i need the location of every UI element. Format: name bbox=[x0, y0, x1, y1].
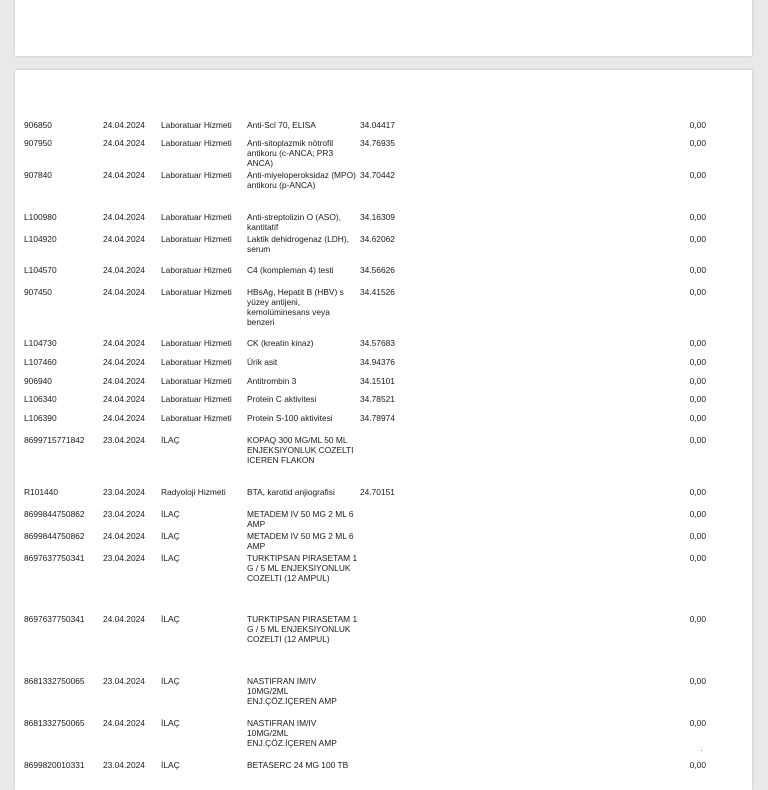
row-type: İLAÇ bbox=[161, 676, 180, 686]
row-type: İLAÇ bbox=[161, 531, 180, 541]
row-description: KOPAQ 300 MG/ML 50 ML ENJEKSIYONLUK COZELTI ICEREN FLAKON bbox=[247, 435, 356, 465]
row-description: Ürik asit bbox=[247, 357, 278, 367]
row-type: Laboratuar Hizmeti bbox=[161, 357, 232, 367]
row-code: 8699715771842 bbox=[24, 435, 85, 445]
row-type: İLAÇ bbox=[161, 553, 180, 563]
row-type: Laboratuar Hizmeti bbox=[161, 120, 232, 130]
row-date: 24.04.2024 bbox=[103, 614, 145, 624]
row-type: Laboratuar Hizmeti bbox=[161, 234, 232, 244]
row-code: L106340 bbox=[24, 394, 57, 404]
row-description: METADEM IV 50 MG 2 ML 6 AMP bbox=[247, 531, 356, 551]
row-date: 23.04.2024 bbox=[103, 676, 145, 686]
row-code: 907840 bbox=[24, 170, 52, 180]
row-code: 907950 bbox=[24, 138, 52, 148]
row-code: 8699844750862 bbox=[24, 531, 85, 541]
row-description: NASTIFRAN IM/IV 10MG/2ML ENJ.ÇÖZ.İÇEREN AMP bbox=[247, 718, 337, 748]
row-code: 8681332750065 bbox=[24, 676, 85, 686]
row-description: BETASERC 24 MG 100 TB bbox=[247, 760, 349, 770]
row-amount: 0,00 bbox=[689, 435, 706, 445]
row-type: İLAÇ bbox=[161, 509, 180, 519]
row-date: 24.04.2024 bbox=[103, 287, 145, 297]
row-type: Laboratuar Hizmeti bbox=[161, 413, 232, 423]
row-date: 24.04.2024 bbox=[103, 212, 145, 222]
row-code: 906850 bbox=[24, 120, 52, 130]
row-description: C4 (kompleman 4) testi bbox=[247, 265, 334, 275]
row-code: L104920 bbox=[24, 234, 57, 244]
row-amount: 0,00 bbox=[689, 170, 706, 180]
row-amount: 0,00 bbox=[689, 509, 706, 519]
row-type: Laboratuar Hizmeti bbox=[161, 170, 232, 180]
row-date: 23.04.2024 bbox=[103, 509, 145, 519]
row-sut-code: 34.78974 bbox=[360, 413, 395, 423]
row-date: 23.04.2024 bbox=[103, 435, 145, 445]
row-description: METADEM IV 50 MG 2 ML 6 AMP bbox=[247, 509, 356, 529]
row-date: 23.04.2024 bbox=[103, 553, 145, 563]
row-description: HBsAg, Hepatit B (HBV) s yüzey antijeni, kemolüminesans veya benzeri bbox=[247, 287, 347, 327]
row-code: 907450 bbox=[24, 287, 52, 297]
row-type: İLAÇ bbox=[161, 718, 180, 728]
row-amount: 0,00 bbox=[689, 265, 706, 275]
row-amount: 0,00 bbox=[689, 376, 706, 386]
row-code: L100980 bbox=[24, 212, 57, 222]
row-type: Laboratuar Hizmeti bbox=[161, 138, 232, 148]
row-description: Protein C aktivitesi bbox=[247, 394, 317, 404]
row-date: 24.04.2024 bbox=[103, 265, 145, 275]
row-sut-code: 34.76935 bbox=[360, 138, 395, 148]
row-amount: 0,00 bbox=[689, 413, 706, 423]
row-type: Laboratuar Hizmeti bbox=[161, 338, 232, 348]
row-amount: 0,00 bbox=[689, 553, 706, 563]
row-type: İLAÇ bbox=[161, 614, 180, 624]
row-code: L104730 bbox=[24, 338, 57, 348]
row-description: BTA, karotid anjiografisi bbox=[247, 487, 335, 497]
row-description: CK (kreatin kinaz) bbox=[247, 338, 314, 348]
row-description: TURKTIPSAN PIRASETAM 1 G / 5 ML ENJEKSIYONLUK COZELTI (12 AMPUL) bbox=[247, 553, 360, 583]
row-code: 8699820010331 bbox=[24, 760, 85, 770]
row-sut-code: 34.56626 bbox=[360, 265, 395, 275]
row-type: Laboratuar Hizmeti bbox=[161, 212, 232, 222]
row-type: İLAÇ bbox=[161, 435, 180, 445]
row-sut-code: 34.70442 bbox=[360, 170, 395, 180]
row-date: 24.04.2024 bbox=[103, 138, 145, 148]
row-date: 23.04.2024 bbox=[103, 487, 145, 497]
row-code: 8699844750862 bbox=[24, 509, 85, 519]
row-code: R101440 bbox=[24, 487, 58, 497]
row-code: L107460 bbox=[24, 357, 57, 367]
row-code: 906940 bbox=[24, 376, 52, 386]
row-amount: 0,00 bbox=[689, 120, 706, 130]
row-code: L104570 bbox=[24, 265, 57, 275]
row-code: 8697637750341 bbox=[24, 553, 85, 563]
row-amount: 0,00 bbox=[689, 338, 706, 348]
row-description: Antitrombin 3 bbox=[247, 376, 297, 386]
row-date: 24.04.2024 bbox=[103, 394, 145, 404]
row-sut-code: 34.94376 bbox=[360, 357, 395, 367]
row-sut-code: 34.57683 bbox=[360, 338, 395, 348]
row-code: 8681332750065 bbox=[24, 718, 85, 728]
row-description: Anti-sitoplazmik nötrofil antikoru (c-ANCA; PR3 ANCA) bbox=[247, 138, 336, 168]
row-amount: 0,00 bbox=[689, 676, 706, 686]
row-amount: 0,00 bbox=[689, 138, 706, 148]
row-type: Laboratuar Hizmeti bbox=[161, 287, 232, 297]
row-description: Anti-streptolizin O (ASO), kantitatif bbox=[247, 212, 344, 232]
row-code: L106390 bbox=[24, 413, 57, 423]
row-sut-code: 34.16309 bbox=[360, 212, 395, 222]
row-date: 24.04.2024 bbox=[103, 718, 145, 728]
row-sut-code: 34.04417 bbox=[360, 120, 395, 130]
row-date: 24.04.2024 bbox=[103, 338, 145, 348]
row-amount: 0,00 bbox=[689, 234, 706, 244]
row-sut-code: 34.78521 bbox=[360, 394, 395, 404]
row-amount: 0,00 bbox=[689, 287, 706, 297]
row-type: Radyoloji Hizmeti bbox=[161, 487, 226, 497]
row-sut-code: 34.15101 bbox=[360, 376, 395, 386]
row-description: Laktik dehidrogenaz (LDH), serum bbox=[247, 234, 352, 254]
row-amount: 0,00 bbox=[689, 760, 706, 770]
row-date: 23.04.2024 bbox=[103, 760, 145, 770]
row-description: Protein S-100 aktivitesi bbox=[247, 413, 333, 423]
row-date: 24.04.2024 bbox=[103, 120, 145, 130]
row-amount: 0,00 bbox=[689, 357, 706, 367]
row-amount: 0,00 bbox=[689, 487, 706, 497]
row-sut-code: 34.62062 bbox=[360, 234, 395, 244]
row-sut-code: 34.41526 bbox=[360, 287, 395, 297]
row-date: 24.04.2024 bbox=[103, 170, 145, 180]
row-type: Laboratuar Hizmeti bbox=[161, 394, 232, 404]
row-date: 24.04.2024 bbox=[103, 234, 145, 244]
row-type: İLAÇ bbox=[161, 760, 180, 770]
row-description: Anti-miyeloperoksidaz (MPO) antikoru (p-ANCA) bbox=[247, 170, 359, 190]
previous-page-sheet bbox=[15, 0, 752, 56]
row-description: NASTIFRAN IM/IV 10MG/2ML ENJ.ÇÖZ.İÇEREN AMP bbox=[247, 676, 337, 706]
row-code: 8697637750341 bbox=[24, 614, 85, 624]
stray-mark: · bbox=[700, 746, 703, 755]
row-description: Anti-Scl 70, ELISA bbox=[247, 120, 316, 130]
row-amount: 0,00 bbox=[689, 531, 706, 541]
row-date: 24.04.2024 bbox=[103, 357, 145, 367]
row-description: TURKTIPSAN PIRASETAM 1 G / 5 ML ENJEKSIYONLUK COZELTI (12 AMPUL) bbox=[247, 614, 360, 644]
row-date: 24.04.2024 bbox=[103, 413, 145, 423]
row-amount: 0,00 bbox=[689, 394, 706, 404]
row-date: 24.04.2024 bbox=[103, 376, 145, 386]
row-sut-code: 24.70151 bbox=[360, 487, 395, 497]
row-date: 24.04.2024 bbox=[103, 531, 145, 541]
row-amount: 0,00 bbox=[689, 718, 706, 728]
row-type: Laboratuar Hizmeti bbox=[161, 376, 232, 386]
row-amount: 0,00 bbox=[689, 614, 706, 624]
row-type: Laboratuar Hizmeti bbox=[161, 265, 232, 275]
row-amount: 0,00 bbox=[689, 212, 706, 222]
